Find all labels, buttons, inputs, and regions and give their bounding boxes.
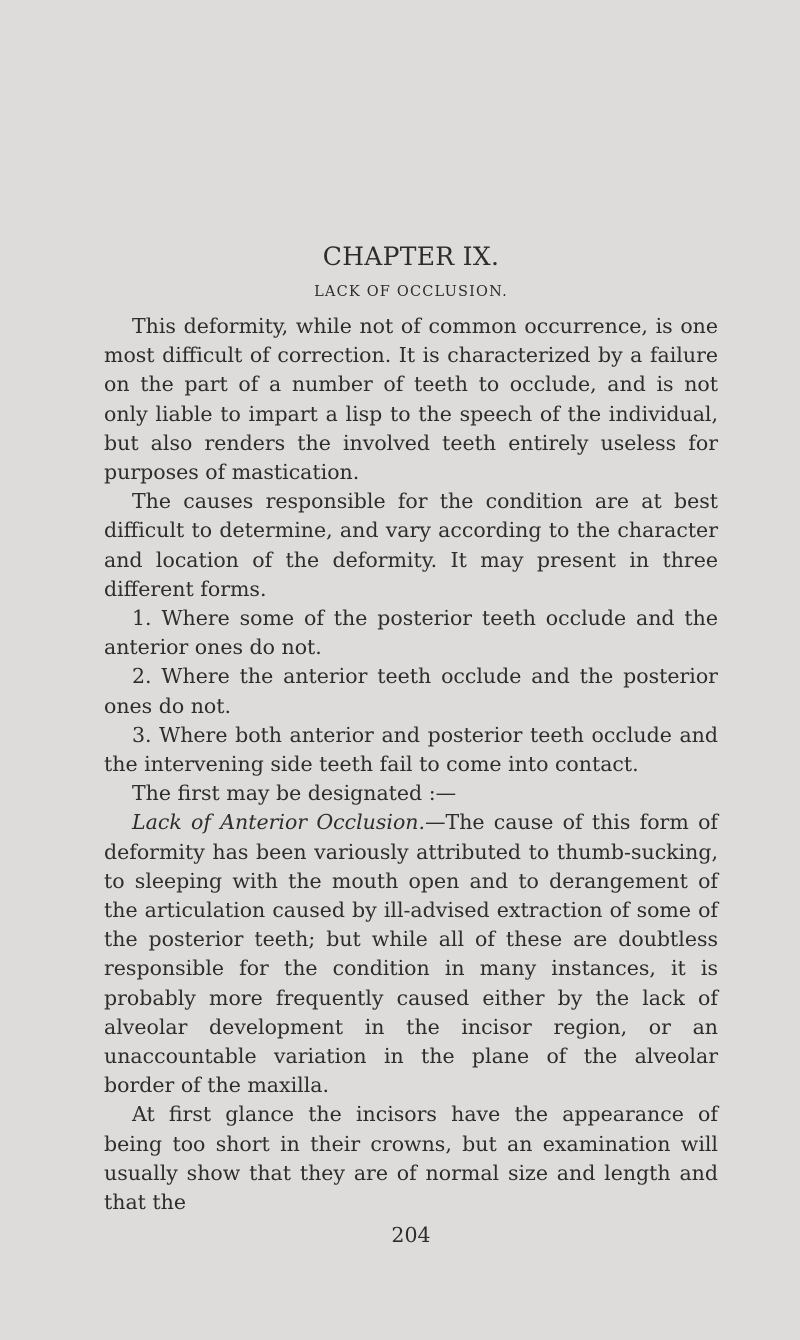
section-title: LACK OF OCCLUSION.: [314, 284, 508, 300]
paragraph-designation: The first may be designated :—: [132, 781, 457, 806]
text-block: [104, 240, 718, 1249]
paragraph-anterior-occlusion: [104, 808, 718, 1100]
paragraph-intro: This deformity, while not of common occurrence, is one most difficult of correction. It is characterized by a failure on the part of a number of teeth to occlude, and is not only liable to impart a lisp to the speech of the individual, but also renders the involved teeth entirely useless for purposes of mastication.: [104, 314, 718, 485]
paragraph-form-3: 3. Where both anterior and posterior teeth occlude and the intervening side teeth fail to come into contact.: [104, 722, 718, 777]
paragraph-form-2: 2. Where the anterior teeth occlude and the posterior ones do not.: [104, 664, 718, 718]
chapter-title: CHAPTER IX.: [322, 242, 500, 271]
subheading-lack-of-anterior-occlusion: Lack of Anterior Occlusion.: [132, 810, 426, 835]
paragraph-causes: The causes responsible for the condition are at best difficult to determine, and vary according to the character and location of the deformity. It may present in three different forms.: [104, 489, 718, 601]
page-number: 204: [391, 1223, 431, 1248]
paragraph-anterior-occlusion-text: —The cause of this form of deformity has been variously attributed to thumb-sucking, to sleeping with the mouth open and to derangement of the articulation caused by ill-advised extraction of some of the posterior teeth; but while all of these are doubtless responsible for the condition in many instances, it is probably more frequently caused either by the lack of alveolar development in the incisor region, or an unaccountable variation in the plane of the alveolar border of the maxilla.: [104, 810, 718, 1098]
paragraph-first-glance: At first glance the incisors have the appearance of being too short in their crowns, but an examination will usually show that they are of normal size and length and that the: [104, 1102, 718, 1215]
paragraph-form-1: 1. Where some of the posterior teeth occlude and the anterior ones do not.: [104, 606, 718, 660]
